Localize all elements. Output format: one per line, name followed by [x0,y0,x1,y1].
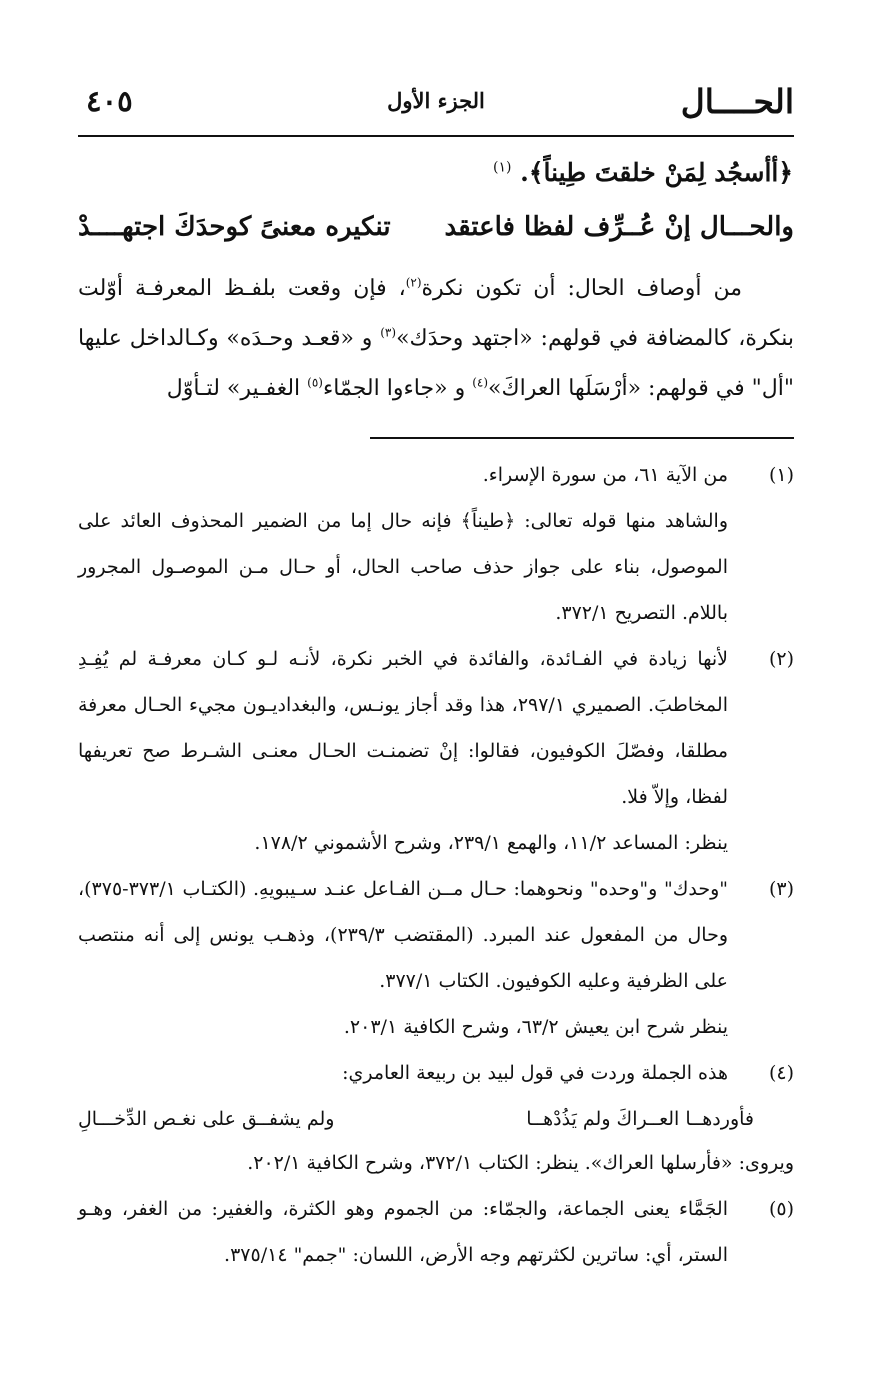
footnote-line: ويروى: «فأرسلها العراك». ينظر: الكتاب ٣٧٢/١، وشرح الكافية ٢٠٢/١. [247,1152,794,1174]
footnote-line: والشاهد منها قوله تعالى: ﴿طيناً﴾ فإنه حال إما من الضمير المحذوف العائد على الموصول، بناء على جواز حذف صاحب الحال، أو حـال مـن الموصـول المجرور باللام. التصريح ٣٧٢/١. [78,510,728,624]
footnote [78,452,794,636]
verse-text: ﴿أأسجُد لِمَنْ خلقتَ طِيناً﴾. [520,158,793,187]
quran-verse [493,158,793,187]
footnote-separator [370,437,794,439]
alfiya-verse [78,212,794,252]
text-run: و «جاءوا الجمّاء [322,376,473,401]
page-header [78,78,794,126]
footnote-line: ينظر شرح ابن يعيش ٦٣/٢، وشرح الكافية ٢٠٣/١. [343,1016,728,1038]
text-run: ، فإن وقعت بلفـظ المعرفـة أوّلت بنكرة، كالمضافة في قولهم: «اجتهد وحدَك» [78,276,794,351]
part-label: الجزء الأول [387,88,485,113]
footnote-line: الجَمَّاء يعنى الجماعة، والجمّاء: من الجموم وهو الكثرة، والغفير: من الغفر، وهـو الستر، أي: ساترين لكثرتهم وجه الأرض، اللسان: "جمم" ٣٧٥/١٤. [78,1198,728,1266]
footnote-line: لأنها زيادة في الفـائدة، والفائدة في الخبر نكرة، لأنـه لـو كـان معرفـة لم يُفِـدِ المخاطبَ. الصميري ٢٩٧/١، هذا وقد أجاز يونـس، والبغداديـون مجيء الحـال معرفة مطلقا، وفصّلَ الكوفيون، فقالوا: إنْ تضمنـت الحـال معنـى الشـرط صح تعريفها لفظا، وإلاّ فلا. [78,648,728,808]
footnotes [78,452,794,1278]
footnote-number: (٥) [768,1198,794,1220]
poetry-line [78,1096,794,1140]
main-text [78,264,794,414]
poem-hemistich-second: تنكيره معنىً كوحدَكَ اجتهــــدْ [78,212,391,242]
text-run: من أوصاف الحال: أن تكون نكرة [421,276,742,301]
chapter-title: الحــــال [680,82,794,121]
footnote-ref: (١) [492,159,512,176]
bayt-hemistich-first: فأوردهــا العــراكَ ولم يَذُدْهــا [526,1108,754,1130]
footnote-number: (٣) [768,878,794,900]
footnote [78,1050,794,1186]
footnote-ref: (٤) [472,375,489,390]
footnote [78,636,794,866]
footnote-number: (٢) [768,648,794,670]
page-number: ٤٠٥ [86,84,133,118]
text-run: و «قعـد وحـدَه» وكـالداخل عليها "أل" في قولهم: «أرْسَلَها العراكَ» [78,326,794,401]
footnote-ref: (٣) [380,325,397,340]
footnote-line: "وحدك" و"وحده" ونحوهما: حـال مــن الفـاعل عنـد سـيبويهِ. (الكتـاب ٣٧٣/١-٣٧٥)، وحال من المفعول عند المبرد. (المقتضب ٢٣٩/٣)، وذهـب يونس إلى أنه منتصب على الظرفية وعليه الكوفيون. الكتاب ٣٧٧/١. [78,878,728,992]
paragraph [78,264,794,414]
footnote-ref: (٥) [307,375,323,390]
poem-hemistich-first: والحـــال إنْ عُــرِّف لفظا فاعتقد [444,212,794,242]
text-run: الغفـير» لتـأوّل [166,376,308,401]
footnote-number: (١) [768,464,794,486]
footnote-line: ينظر: المساعد ١١/٢، والهمع ٢٣٩/١، وشرح الأشموني ١٧٨/٢. [254,832,728,854]
footnote-line: من الآية ٦١، من سورة الإسراء. [482,464,728,486]
footnote-number: (٤) [768,1062,794,1084]
bayt-hemistich-second: ولم يشفــق على نغـص الدِّخـــالِ [78,1108,335,1130]
footnote-ref: (٢) [405,275,422,290]
footnote [78,866,794,1050]
header-rule [78,135,794,137]
footnote [78,1186,794,1278]
footnote-line: هذه الجملة وردت في قول لبيد بن ربيعة العامري: [342,1062,728,1084]
